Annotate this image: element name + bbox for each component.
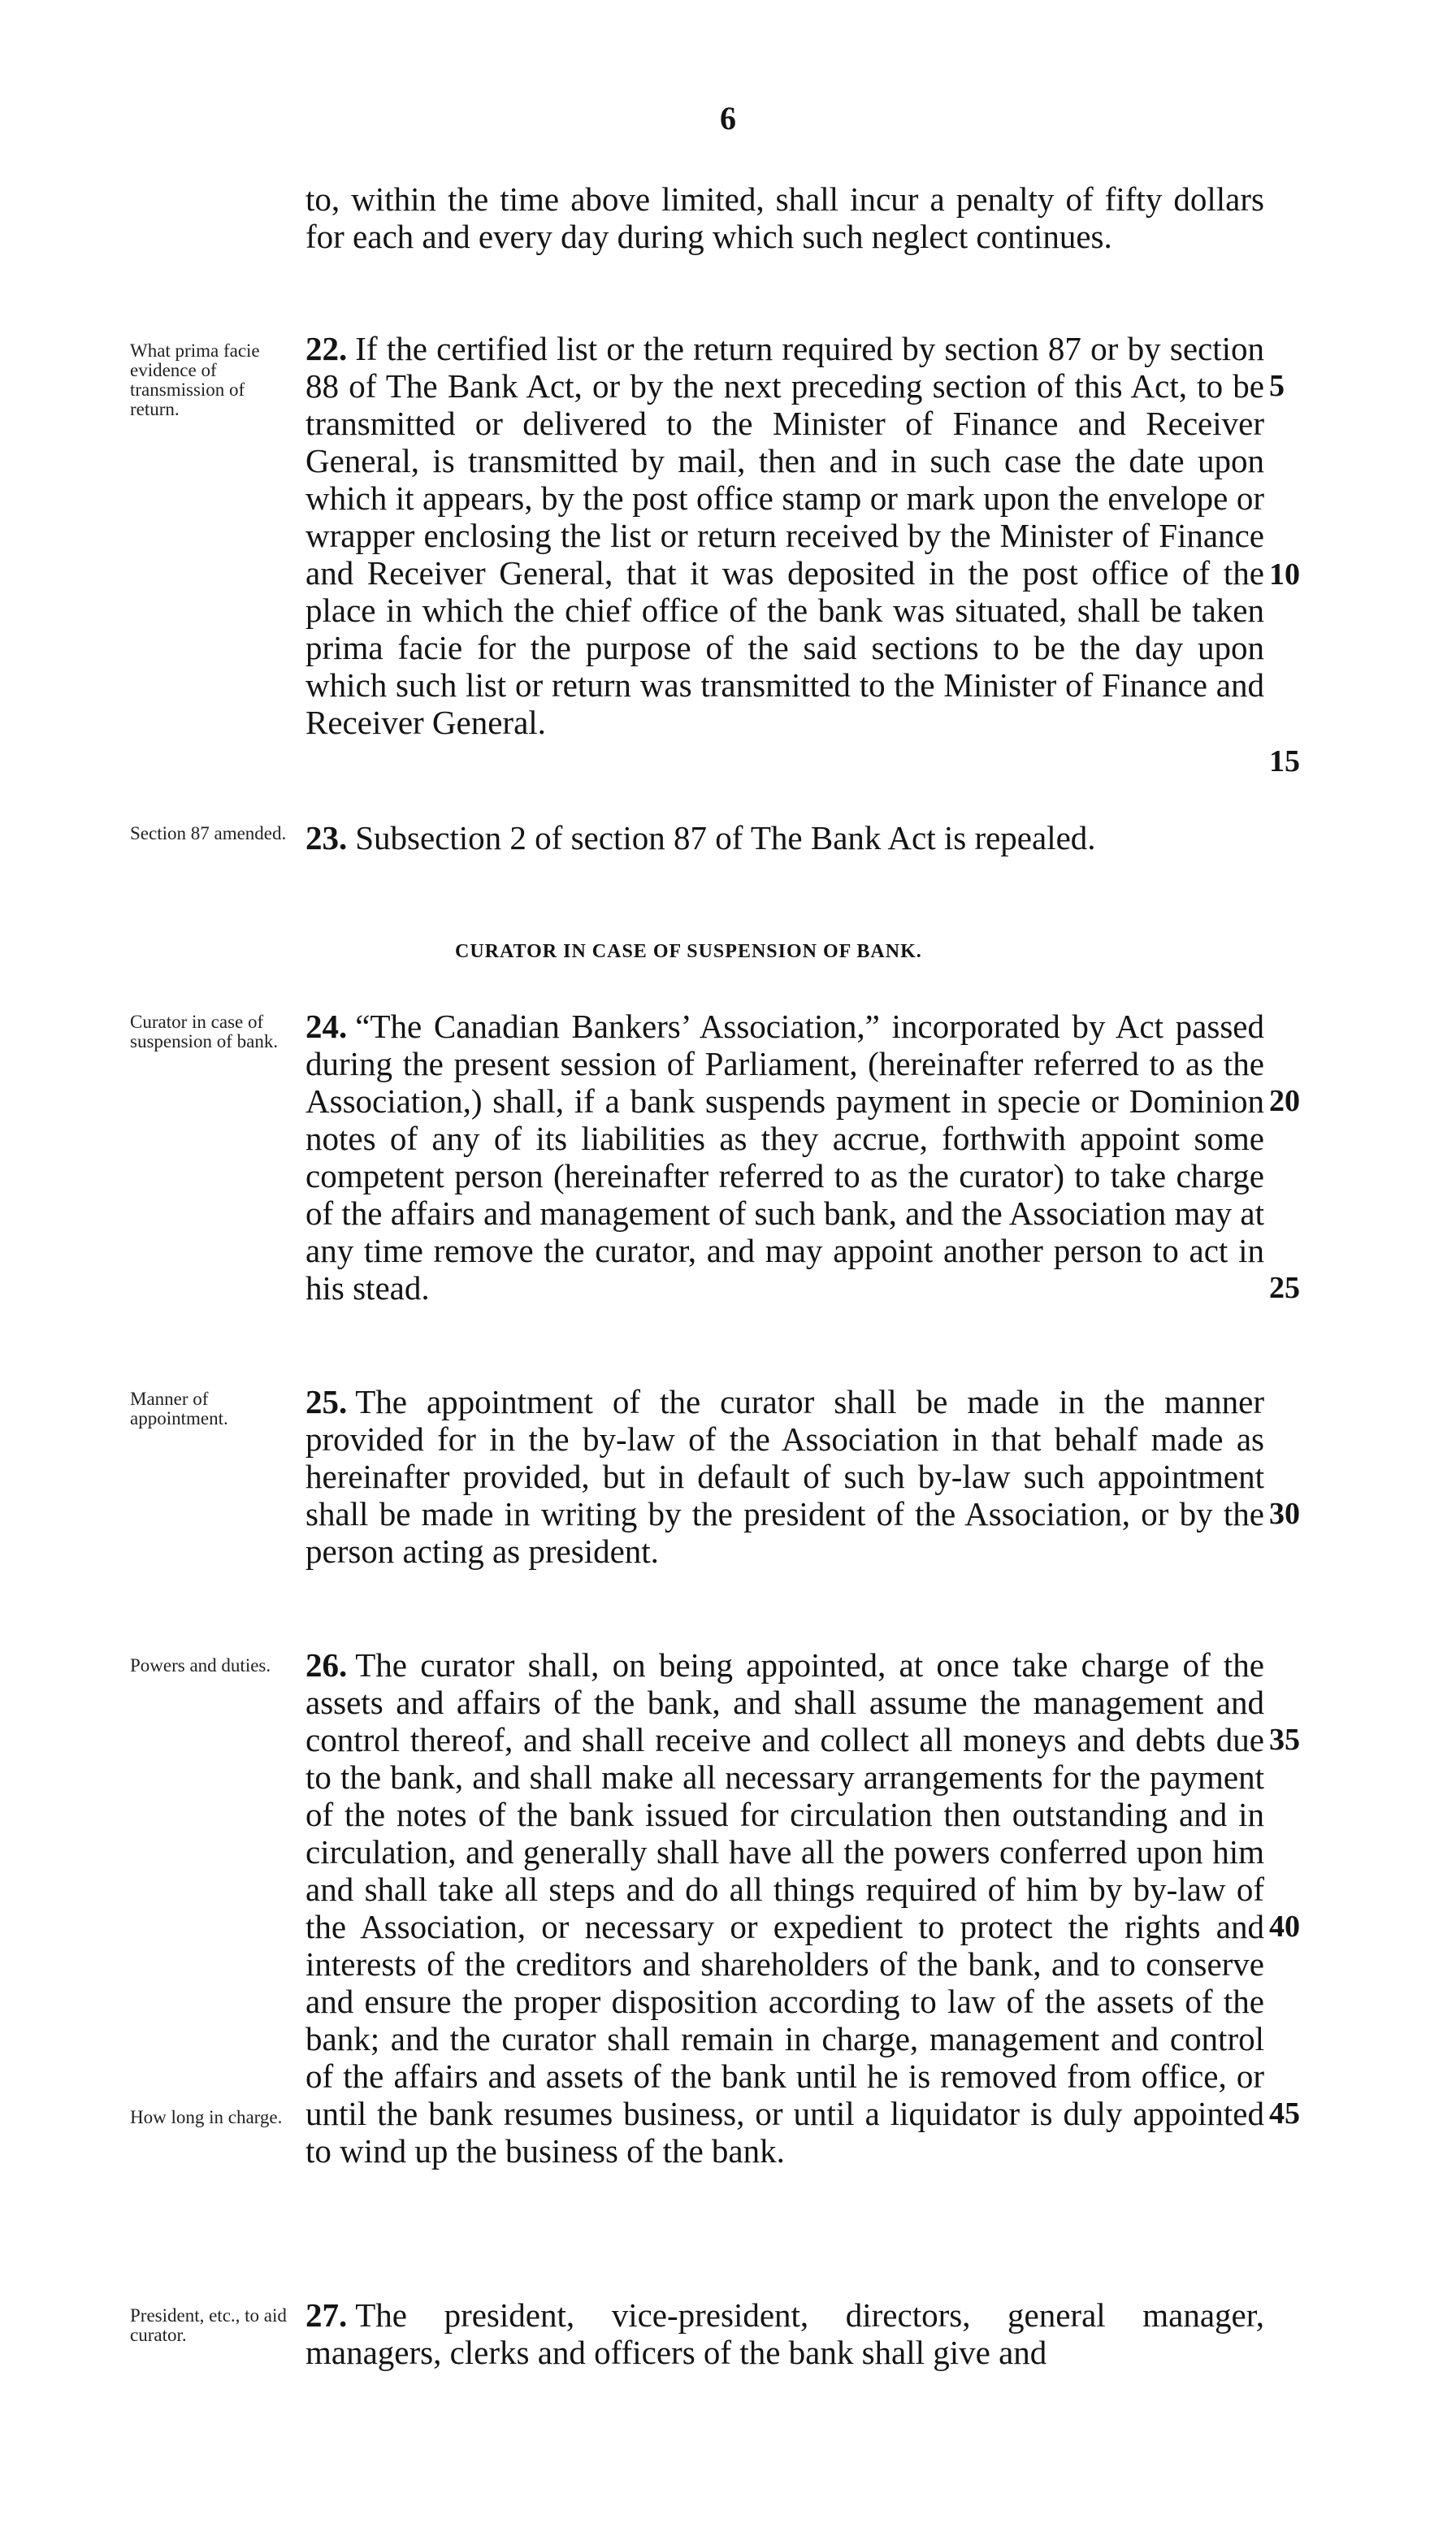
intro-paragraph [306, 180, 1264, 255]
sidenote-section-26-how-long: How long in charge. [130, 2107, 283, 2127]
line-number-45: 45 [1269, 2096, 1300, 2131]
line-number-35: 35 [1269, 1723, 1300, 1757]
line-number-10: 10 [1269, 557, 1300, 592]
section-23-number: 23. [306, 819, 348, 856]
line-number-20: 20 [1269, 1084, 1300, 1118]
line-number-15: 15 [1269, 744, 1300, 778]
section-25 [306, 1383, 1264, 1570]
section-24-number: 24. [306, 1008, 348, 1045]
section-26-text: The curator shall, on being appointed, at once take charge of the assets and affairs of the bank, and shall assume the management and control thereof, and shall receive and collect all moneys and debts due to the bank, and shall make all necessary arrangements for the payment of the notes of the bank issued for circulation then outstanding and in circulation, and generally shall have all the powers conferred upon him and shall take all steps and do all things required of him by by-law of the Association, or necessary or expedient to protect the rights and interests of the creditors and shareholders of the bank, and to conserve and ensure the proper disposition according to law of the assets of the bank; and the curator shall remain in charge, management and control of the affairs and assets of the bank until he is removed from office, or until the bank resumes business, or until a liquidator is duly appointed to wind up the business of the bank. [306, 1646, 1264, 2170]
section-22-text: If the certified list or the return required by section 87 or by section 88 of The Bank Act, or by the next preceding section of this Act, to be transmitted or delivered to the Minister of Finance and Receiver General, is transmitted by mail, then and in such case the date upon which it appears, by the post office stamp or mark upon the envelope or wrapper enclosing the list or return received by the Minister of Finance and Receiver General, that it was deposited in the post office of the place in which the chief office of the bank was situated, shall be taken prima facie for the purpose of the said sections to be the day upon which such list or return was transmitted to the Minister of Finance and Receiver General. [306, 330, 1264, 741]
section-27-number: 27. [306, 2296, 348, 2334]
line-number-40: 40 [1269, 1910, 1300, 1944]
line-number-25: 25 [1269, 1271, 1300, 1305]
sidenote-section-22: What prima facie evidence of transmission of return. [130, 340, 260, 419]
section-25-number: 25. [306, 1383, 348, 1420]
section-23 [306, 819, 1264, 856]
section-27 [306, 2296, 1264, 2371]
sidenote-section-23: Section 87 amended. [130, 823, 287, 843]
sidenote-section-26: Powers and duties. [130, 1655, 271, 1676]
line-number-5: 5 [1269, 369, 1285, 403]
section-26 [306, 1646, 1264, 2170]
sidenote-section-27: President, etc., to aid curator. [130, 2305, 287, 2345]
section-25-text: The appointment of the curator shall be made in the manner provided for in the by-law of the Association in that behalf made as hereinafter provided, but in default of such by-law such appointment shall be made in writing by the president of the Association, or by the person acting as president. [306, 1383, 1264, 1570]
section-22-number: 22. [306, 330, 348, 367]
section-24-text: “The Canadian Bankers’ Association,” incorporated by Act passed during the present session of Parliament, (hereinafter referred to as the Association,) shall, if a bank suspends payment in specie or Dominion notes of any of its liabilities as they accrue, forthwith appoint some competent person (hereinafter referred to as the curator) to take charge of the affairs and management of such bank, and the Association may at any time remove the curator, and may appoint another person to act in his stead. [306, 1008, 1264, 1307]
section-heading: CURATOR IN CASE OF SUSPENSION OF BANK. [455, 941, 922, 962]
section-27-text: The president, vice-president, directors, general manager, managers, clerks and officers of the bank shall give and [306, 2296, 1264, 2371]
line-number-30: 30 [1269, 1497, 1300, 1531]
page-number: 6 [720, 100, 736, 137]
sidenote-section-24: Curator in case of suspension of bank. [130, 1012, 279, 1051]
section-26-number: 26. [306, 1646, 348, 1684]
sidenote-section-25: Manner of appointment. [130, 1389, 228, 1429]
section-22 [306, 330, 1264, 741]
section-24 [306, 1008, 1264, 1307]
section-23-text: Subsection 2 of section 87 of The Bank Act is repealed. [355, 819, 1096, 856]
intro-text: to, within the time above limited, shall incur a penalty of fifty dollars for each and every day during which such neglect continues. [306, 180, 1264, 255]
